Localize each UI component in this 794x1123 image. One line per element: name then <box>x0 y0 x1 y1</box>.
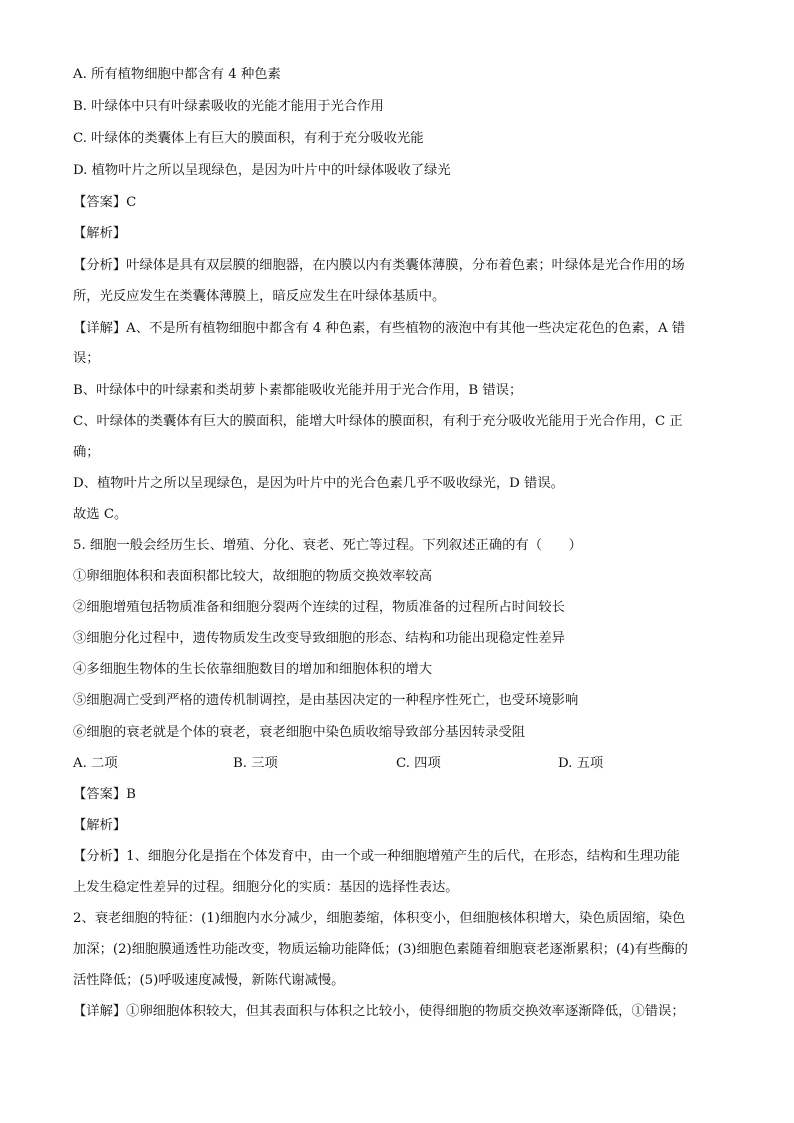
analysis-line: 加深；(2)细胞膜通透性功能改变，物质运输功能降低；(3)细胞色素随着细胞衰老逐渐累积；(4)有些酶的 <box>73 942 688 957</box>
detail-line: 【详解】A、不是所有植物细胞中都含有 4 种色素，有些植物的液泡中有其他一些决定花色的色素，A 错 <box>73 321 686 336</box>
analysis-line: 【分析】1、细胞分化是指在个体发育中，由一个或一种细胞增殖产生的后代，在形态，结构和生理功能 <box>73 849 680 864</box>
choice-c: C. 四项 <box>396 756 441 771</box>
option-d-text: D. 植物叶片之所以呈现绿色，是因为叶片中的叶绿体吸收了绿光 <box>73 163 451 178</box>
answer-label: 【答案】B <box>73 787 136 802</box>
analysis-line: 上发生稳定性差异的过程。细胞分化的实质：基因的选择性表达。 <box>73 880 459 895</box>
analysis-line: 2、衰老细胞的特征：(1)细胞内水分减少，细胞萎缩，体积变小，但细胞核体积增大，染色质固缩，染色 <box>73 911 686 926</box>
analysis-line: 活性降低；(5)呼吸速度减慢，新陈代谢减慢。 <box>73 973 345 988</box>
option-a-text: A. 所有植物细胞中都含有 4 种色素 <box>73 67 281 82</box>
analysis-line: 【分析】叶绿体是具有双层膜的细胞器，在内膜以内有类囊体薄膜，分布着色素；叶绿体是光合作用的场 <box>73 258 685 273</box>
analysis-line: 所，光反应发生在类囊体薄膜上，暗反应发生在叶绿体基质中。 <box>73 289 446 304</box>
detail-line: 【详解】①卵细胞体积较大，但其表面积与体积之比较小，使得细胞的物质交换效率逐渐降低，①错误； <box>73 1004 685 1019</box>
statement-3: ③细胞分化过程中，遗传物质发生改变导致细胞的形态、结构和功能出现稳定性差异 <box>73 631 565 646</box>
detail-line: 误； <box>73 351 100 366</box>
detail-line: 确； <box>73 445 100 460</box>
statement-1: ①卵细胞体积和表面积都比较大，故细胞的物质交换效率较高 <box>73 569 433 584</box>
answer-label: 【答案】C <box>73 195 137 210</box>
question-5-stem: 5. 细胞一般会经历生长、增殖、分化、衰老、死亡等过程。下列叙述正确的有（ ） <box>73 538 582 553</box>
option-c-text: C. 叶绿体的类囊体上有巨大的膜面积，有利于充分吸收光能 <box>73 131 424 146</box>
choice-a: A. 二项 <box>73 756 118 771</box>
detail-line: D、植物叶片之所以呈现绿色，是因为叶片中的光合色素几乎不吸收绿光，D 错误。 <box>73 476 564 491</box>
conclusion-line: 故选 C。 <box>73 507 128 522</box>
statement-5: ⑤细胞凋亡受到严格的遗传机制调控，是由基因决定的一种程序性死亡，也受环境影响 <box>73 693 579 708</box>
explanation-label: 【解析】 <box>73 226 127 241</box>
detail-line: B、叶绿体中的叶绿素和类胡萝卜素都能吸收光能并用于光合作用，B 错误； <box>73 383 523 398</box>
explanation-label: 【解析】 <box>73 818 127 833</box>
statement-4: ④多细胞生物体的生长依靠细胞数目的增加和细胞体积的增大 <box>73 662 433 677</box>
choice-b: B. 三项 <box>233 756 278 771</box>
choice-d: D. 五项 <box>558 756 604 771</box>
statement-2: ②细胞增殖包括物质准备和细胞分裂两个连续的过程，物质准备的过程所占时间较长 <box>73 600 565 615</box>
option-b-text: B. 叶绿体中只有叶绿素吸收的光能才能用于光合作用 <box>73 99 384 114</box>
detail-line: C、叶绿体的类囊体有巨大的膜面积，能增大叶绿体的膜面积，有利于充分吸收光能用于光合作用，C 正 <box>73 414 683 429</box>
statement-6: ⑥细胞的衰老就是个体的衰老，衰老细胞中染色质收缩导致部分基因转录受阻 <box>73 725 526 740</box>
